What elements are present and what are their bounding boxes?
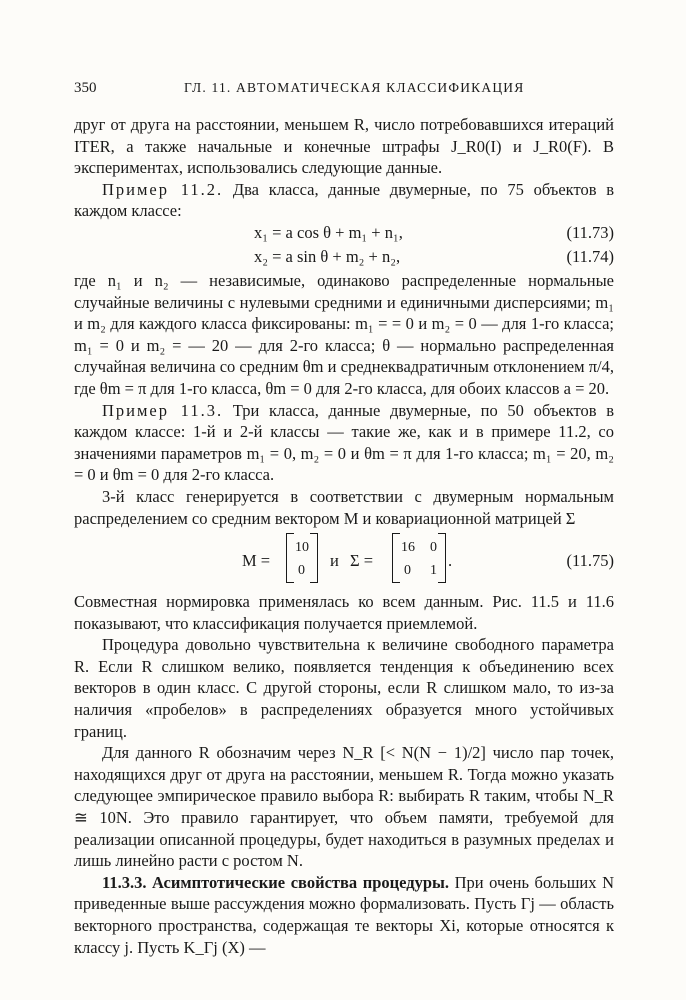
mean-vector-matrix xyxy=(286,533,318,583)
example-text: Три класса, данные двумерные, по 50 объектов в каждом классе: 1-й и 2-й классы — такие же, как и в примере 11.2, со значениями параметров m₁ = 0, m₂ = 0 и θm = π для 1-го класса; m₁ = 20, m₂ = 0 и θm = 0 для 2-го класса. xyxy=(74,400,614,485)
example-11-2-explanation: где n₁ и n₂ — независимые, одинаково распределенные нормальные случайные величины с нулевыми средними и единичными дисперсиями; m₁ и m₂ для каждого класса фиксированы: m₁ = = 0 и m₂ = 0 — для 1-го класса; m₁ = 0 и m₂ = — 20 — для 2-го класса; θ — нормально распределенная случайная величина со средним θm и среднеквадратичным отклонением π/4, где θm = π для 1-го класса, θm = 0 для 2-го класса, для обоих классов a = 20. xyxy=(74,270,614,398)
example-11-3 xyxy=(74,400,614,486)
section-heading: 11.3.3. Асимптотические свойства процедуры. xyxy=(102,872,450,892)
paragraph-continuation: друг от друга на расстоянии, меньшем R, число потребовавшихся итераций ITER, а также начальные и конечные штрафы J_R0(I) и J_R0(F). В экспериментах, использовались следующие данные. xyxy=(74,115,614,178)
paragraph-rule: Для данного R обозначим через N_R [< N(N − 1)/2] число пар точек, находящихся друг от друга на расстоянии, меньшем R. Тогда можно указать следующее эмпирическое правило выбора R: выбирать R таким, чтобы N_R ≅ 10N. Это правило гарантирует, что объем памяти, требуемой для реализации описанной процедуры, будет находиться в разумных пределах и лишь линейно расти с ростом N. xyxy=(74,743,614,871)
equation-11-75 xyxy=(74,533,614,589)
mean-vector-label: M = xyxy=(242,551,271,571)
equation-formula: x₁ = a cos θ + m₁ + n₁, xyxy=(254,222,403,242)
matrix-cell: 0 xyxy=(404,563,411,579)
running-header xyxy=(74,80,614,100)
equation-number: (11.75) xyxy=(566,551,614,571)
equation-11-73 xyxy=(74,222,614,246)
example-11-2 xyxy=(74,179,614,222)
conjunction: и xyxy=(330,551,339,571)
matrix-cell: 10 xyxy=(295,540,309,556)
matrix-cell: 0 xyxy=(430,540,437,556)
equation-period: . xyxy=(448,551,453,571)
equation-number: (11.74) xyxy=(566,246,614,266)
matrix-cell: 1 xyxy=(430,563,437,579)
paragraph-procedure: Процедура довольно чувствительна к величине свободного параметра R. Если R слишком велико, появляется тенденция к объединению всех векторов в один класс. С другой стороны, если R слишком мало, то из-за наличия «пробелов» в распределениях образуется много устойчивых границ. xyxy=(74,635,614,741)
equation-formula: x₂ = a sin θ + m₂ + n₂, xyxy=(254,246,401,266)
example-label: Пример 11.3. xyxy=(102,400,224,420)
example-label: Пример 11.2. xyxy=(102,179,224,199)
covariance-matrix xyxy=(392,533,446,583)
matrix-cell: 16 xyxy=(401,540,415,556)
covariance-label: Σ = xyxy=(350,551,374,571)
paragraph-normalization: Совместная нормировка применялась ко всем данным. Рис. 11.5 и 11.6 показывают, что классификация получается приемлемой. xyxy=(74,592,614,633)
chapter-title: ГЛ. 11. АВТОМАТИЧЕСКАЯ КЛАССИФИКАЦИЯ xyxy=(184,80,525,95)
equation-11-74 xyxy=(74,246,614,270)
page-number: 350 xyxy=(74,80,97,96)
example-text: Два класса, данные двумерные, по 75 объектов в каждом классе: xyxy=(74,179,615,221)
matrix-cell: 0 xyxy=(298,563,305,579)
section-text: При очень больших N приведенные выше рассуждения можно формализовать. Пусть Γj — область векторного пространства, содержащая те векторы Xi, которые относятся к классу j. Пусть K_Γj (X) — xyxy=(74,872,614,957)
class-3-description: 3-й класс генерируется в соответствии с двумерным нормальным распределением со средним вектором M и ковариационной матрицей Σ xyxy=(74,486,614,528)
equation-number: (11.73) xyxy=(566,222,614,242)
section-11-3-3 xyxy=(74,872,614,958)
page-body xyxy=(74,114,614,958)
